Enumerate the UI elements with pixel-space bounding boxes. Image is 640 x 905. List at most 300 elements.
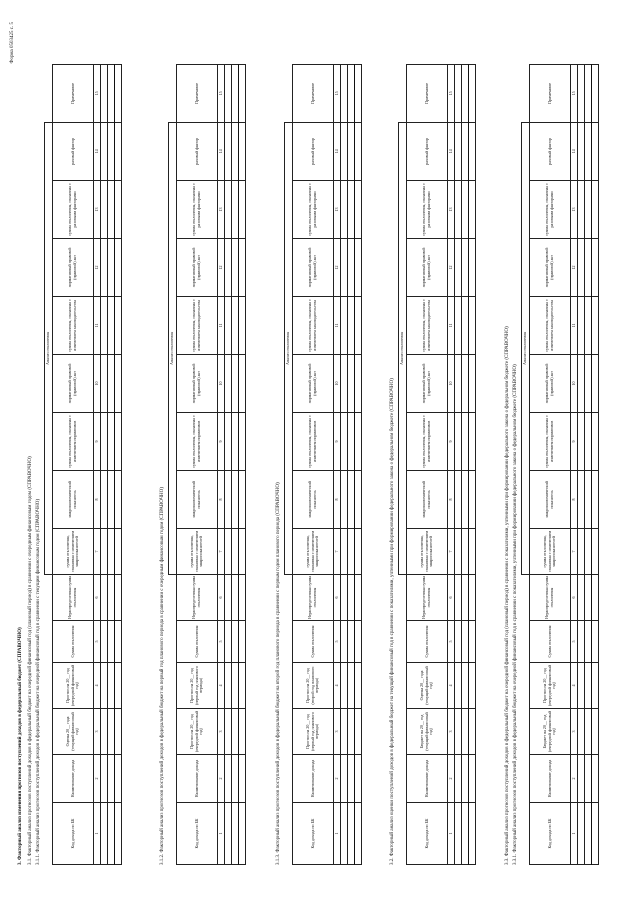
column-header: Код дохода по БК [530, 803, 571, 865]
column-number: 12 [218, 238, 225, 296]
table-cell [585, 755, 592, 803]
column-number: 5 [448, 621, 455, 663]
column-header: нормативный правовой (правовой) акт [530, 238, 571, 296]
column-header: Нераспределенная сумма отклонения [407, 574, 448, 620]
table-cell [592, 238, 599, 296]
table-cell [348, 621, 355, 663]
table-cell [101, 528, 108, 574]
table-2-subtitle: 3.1.2. Факторный анализ прогнозов поступлений доходов в федеральный бюджет на первый год планового периода в сравнении с очередным финансовым годом (СПРАВОЧНО) [160, 487, 165, 865]
table-cell [585, 574, 592, 620]
table-cell [578, 574, 585, 620]
column-header: сумма отклонения, связанная с изменением законодательства [177, 296, 218, 354]
table-cell [469, 574, 476, 620]
column-header: Наименование дохода [407, 755, 448, 803]
table-cell [355, 64, 362, 122]
table-cell [115, 470, 122, 528]
column-number: 6 [334, 574, 341, 620]
table-row [469, 64, 476, 864]
table-cell [341, 470, 348, 528]
table-cell [585, 354, 592, 412]
table-cell [355, 470, 362, 528]
table-cell [469, 803, 476, 865]
table-cell [355, 621, 362, 663]
table-cell [341, 64, 348, 122]
table-cell [592, 663, 599, 709]
table-cell [108, 574, 115, 620]
column-number: 1 [448, 803, 455, 865]
table-cell [469, 412, 476, 470]
table-cell [115, 354, 122, 412]
table-cell [585, 64, 592, 122]
table-cell [592, 755, 599, 803]
table-cell [239, 296, 246, 354]
column-header: сумма отклонения, связанная с изменением нормативов [177, 412, 218, 470]
column-number: 11 [448, 296, 455, 354]
column-header: Примечание [177, 64, 218, 122]
column-number: 13 [94, 180, 101, 238]
column-header: сумма отклонения, связанная с изменением макропоказателей [177, 528, 218, 574]
table-cell [355, 238, 362, 296]
table-cell [108, 354, 115, 412]
table-cell [592, 528, 599, 574]
column-number: 15 [571, 64, 578, 122]
table-cell [578, 709, 585, 755]
table-cell [355, 709, 362, 755]
table-cell [455, 412, 462, 470]
table-cell [239, 122, 246, 180]
column-number: 6 [94, 574, 101, 620]
column-number: 14 [448, 122, 455, 180]
table-cell [239, 412, 246, 470]
column-number: 5 [94, 621, 101, 663]
table-cell [341, 663, 348, 709]
column-number: 15 [94, 64, 101, 122]
table-cell [592, 296, 599, 354]
column-header: Нераспределенная сумма отклонения [530, 574, 571, 620]
table-row [232, 64, 239, 864]
table-cell [115, 755, 122, 803]
table-cell [348, 663, 355, 709]
column-number: 2 [448, 755, 455, 803]
table-cell [232, 574, 239, 620]
table-cell [348, 574, 355, 620]
column-number: 4 [571, 663, 578, 709]
table-cell [455, 621, 462, 663]
table-cell [225, 412, 232, 470]
group-header-analysis: Анализ отклонения [285, 122, 293, 574]
column-header: Наименование дохода [177, 755, 218, 803]
table-cell [341, 574, 348, 620]
column-number: 12 [448, 238, 455, 296]
table-cell [578, 122, 585, 180]
table-5-title: 3.3. Факторный анализ прогнозов поступлений доходов в федеральный бюджет на очередной финансовый год (плановый период) в сравнении с показателями, учтенными при формировании федерального закона о федеральном бюджете (СПРАВОЧНО) [505, 326, 510, 865]
column-number: 11 [218, 296, 225, 354]
column-header: Нераспределенная сумма отклонения [293, 574, 334, 620]
column-header: макроэкономический показатель [53, 470, 94, 528]
table-cell [225, 709, 232, 755]
column-header: Код дохода по БК [177, 803, 218, 865]
table-cell [462, 180, 469, 238]
group-header-analysis: Анализ отклонения [169, 122, 177, 574]
column-header: сумма отклонения, связанная с изменением макропоказателей [407, 528, 448, 574]
table-cell [239, 803, 246, 865]
column-number: 4 [334, 663, 341, 709]
column-header: сумма отклонения, связанная с изменением законодательства [407, 296, 448, 354]
table-cell [341, 528, 348, 574]
table-cell [115, 238, 122, 296]
column-number: 3 [94, 709, 101, 755]
header-blank [399, 574, 407, 864]
table-cell [348, 528, 355, 574]
table-cell [455, 122, 462, 180]
section-title: 3. Факторный анализ изменения прогнозов поступлений доходов в федеральный бюджет (СПРАВОЧНО) [18, 627, 23, 865]
table-cell [232, 470, 239, 528]
column-number: 7 [334, 528, 341, 574]
table-cell [355, 803, 362, 865]
table-cell [115, 122, 122, 180]
column-header: Сумма отклонения [530, 621, 571, 663]
column-number: 8 [218, 470, 225, 528]
table-grid [521, 64, 599, 865]
column-header: Сумма отклонения [177, 621, 218, 663]
table-cell [232, 64, 239, 122]
table-cell [239, 755, 246, 803]
column-number: 1 [218, 803, 225, 865]
column-number: 10 [218, 354, 225, 412]
header-blank [285, 64, 293, 122]
column-number: 15 [218, 64, 225, 122]
column-header: нормативный правовой (правовой) акт [530, 354, 571, 412]
column-number: 7 [218, 528, 225, 574]
table-cell [225, 354, 232, 412]
table-cell [462, 238, 469, 296]
table-cell [455, 296, 462, 354]
table-cell [225, 528, 232, 574]
table-cell [348, 122, 355, 180]
column-header: сумма отклонения, связанная с разовыми факторами [293, 180, 334, 238]
table-cell [225, 122, 232, 180]
column-number: 8 [334, 470, 341, 528]
table-cell [355, 755, 362, 803]
table-cell [232, 709, 239, 755]
column-header: сумма отклонения, связанная с изменением макропоказателей [293, 528, 334, 574]
table-cell [225, 470, 232, 528]
table-cell [462, 122, 469, 180]
table-cell [469, 354, 476, 412]
table-4-title: 3.2. Факторный анализ оценки поступлений доходов в федеральный бюджет на текущий финансовый год в сравнении с показателями, учтенными при формировании федерального закона о федеральном бюджете (СПРАВОЧНО) [390, 378, 395, 865]
column-header: Сумма отклонения [407, 621, 448, 663]
column-header: макроэкономический показатель [530, 470, 571, 528]
column-header: Наименование дохода [530, 755, 571, 803]
table-cell [225, 238, 232, 296]
table-cell [225, 64, 232, 122]
table-cell [341, 122, 348, 180]
column-number: 1 [94, 803, 101, 865]
column-number: 14 [94, 122, 101, 180]
column-header: Прогноз на 20__ год (второй год планового периода) [293, 663, 334, 709]
table-cell [462, 663, 469, 709]
column-header: сумма отклонения, связанная с изменением нормативов [293, 412, 334, 470]
table-cell [592, 122, 599, 180]
table-cell [585, 470, 592, 528]
table-cell [108, 621, 115, 663]
column-number: 2 [571, 755, 578, 803]
column-header: разовый фактор [407, 122, 448, 180]
table-cell [462, 803, 469, 865]
table-cell [341, 180, 348, 238]
table-cell [348, 180, 355, 238]
column-header: Код дохода по БК [53, 803, 94, 865]
column-header: Примечание [407, 64, 448, 122]
table-cell [578, 412, 585, 470]
table-cell [578, 803, 585, 865]
table-grid [284, 64, 362, 865]
column-header: нормативный правовой (правовой) акт [53, 354, 94, 412]
table-cell [355, 528, 362, 574]
column-header: Примечание [53, 64, 94, 122]
table-cell [108, 180, 115, 238]
column-number: 9 [334, 412, 341, 470]
table-cell [239, 180, 246, 238]
column-header: сумма отклонения, связанная с разовыми факторами [53, 180, 94, 238]
column-header: макроэкономический показатель [177, 470, 218, 528]
column-header: Бюджет на 20__ год (очередной финансовый год) [530, 709, 571, 755]
table-cell [348, 296, 355, 354]
table-row [225, 64, 232, 864]
column-number: 14 [334, 122, 341, 180]
table-cell [225, 803, 232, 865]
table-cell [239, 470, 246, 528]
table-row [578, 64, 585, 864]
table-cell [101, 803, 108, 865]
table-cell [455, 709, 462, 755]
table-cell [108, 296, 115, 354]
header-blank [522, 64, 530, 122]
table-cell [469, 296, 476, 354]
table-cell [355, 354, 362, 412]
table-cell [101, 64, 108, 122]
header-blank [169, 574, 177, 864]
group-header-analysis: Анализ отклонения [522, 122, 530, 574]
table-row [239, 64, 246, 864]
header-blank [45, 64, 53, 122]
column-header: нормативный правовой (правовой) акт [53, 238, 94, 296]
column-header: макроэкономический показатель [293, 470, 334, 528]
column-number: 7 [571, 528, 578, 574]
column-number: 2 [218, 755, 225, 803]
column-header: Сумма отклонения [53, 621, 94, 663]
table-cell [108, 528, 115, 574]
table-cell [592, 64, 599, 122]
table-cell [115, 709, 122, 755]
column-number: 5 [334, 621, 341, 663]
table-cell [578, 238, 585, 296]
column-header: сумма отклонения, связанная с изменением нормативов [53, 412, 94, 470]
column-header: разовый фактор [177, 122, 218, 180]
table-cell [108, 755, 115, 803]
column-header: Прогноз на 20__ год (очередной финансовый год) [177, 709, 218, 755]
table-row [355, 64, 362, 864]
table-cell [101, 238, 108, 296]
column-header: Прогноз на 20__ год (первый год планового периода) [177, 663, 218, 709]
column-number: 7 [448, 528, 455, 574]
column-header: Бюджет на 20__ год (текущий финансовый год) [407, 709, 448, 755]
table-cell [455, 528, 462, 574]
table-cell [101, 574, 108, 620]
table-cell [592, 470, 599, 528]
table-cell [469, 755, 476, 803]
table-cell [348, 709, 355, 755]
column-header: нормативный правовой (правовой) акт [407, 354, 448, 412]
column-number: 11 [94, 296, 101, 354]
table-cell [341, 755, 348, 803]
column-header: Прогноз на 20__ год (очередной финансовый год) [530, 663, 571, 709]
table-cell [355, 296, 362, 354]
column-number: 13 [571, 180, 578, 238]
table-cell [101, 709, 108, 755]
table-cell [455, 803, 462, 865]
column-number: 10 [571, 354, 578, 412]
table-row [348, 64, 355, 864]
table-cell [578, 354, 585, 412]
table-row [592, 64, 599, 864]
column-header: Наименование дохода [53, 755, 94, 803]
column-header: сумма отклонения, связанная с изменением нормативов [530, 412, 571, 470]
table-cell [462, 354, 469, 412]
table-cell [115, 412, 122, 470]
table-cell [239, 354, 246, 412]
table-cell [239, 528, 246, 574]
header-blank [522, 574, 530, 864]
table-row [101, 64, 108, 864]
column-number: 12 [334, 238, 341, 296]
table-cell [232, 621, 239, 663]
column-number: 12 [94, 238, 101, 296]
table-cell [115, 663, 122, 709]
table-cell [455, 354, 462, 412]
table-cell [341, 412, 348, 470]
table-cell [232, 663, 239, 709]
column-header: Примечание [530, 64, 571, 122]
table-cell [348, 354, 355, 412]
column-header: Прогноз на 20__ год (первый год планового периода) [293, 709, 334, 755]
table-cell [592, 709, 599, 755]
column-header: сумма отклонения, связанная с изменением законодательства [530, 296, 571, 354]
table-cell [455, 180, 462, 238]
table-cell [232, 238, 239, 296]
table-cell [455, 663, 462, 709]
table-row [462, 64, 469, 864]
table-cell [578, 528, 585, 574]
table-cell [348, 470, 355, 528]
table-cell [355, 180, 362, 238]
table-cell [115, 296, 122, 354]
column-header: сумма отклонения, связанная с изменением макропоказателей [53, 528, 94, 574]
column-number: 10 [94, 354, 101, 412]
table-cell [115, 621, 122, 663]
table-cell [348, 412, 355, 470]
table-1-subtitle: 3.1.1. Факторный анализ прогнозов поступлений доходов в федеральный бюджет на очередной финансовый год в сравнении с текущим финансовым годом (СПРАВОЧНО) [36, 498, 41, 865]
column-number: 15 [448, 64, 455, 122]
column-header: нормативный правовой (правовой) акт [407, 238, 448, 296]
table-cell [101, 180, 108, 238]
column-number: 7 [94, 528, 101, 574]
column-header: сумма отклонения, связанная с разовыми факторами [407, 180, 448, 238]
column-header: нормативный правовой (правовой) акт [293, 354, 334, 412]
column-header: сумма отклонения, связанная с разовыми факторами [177, 180, 218, 238]
table-cell [108, 663, 115, 709]
table-cell [232, 412, 239, 470]
table-cell [101, 755, 108, 803]
table-cell [585, 803, 592, 865]
table-cell [232, 180, 239, 238]
column-number: 10 [448, 354, 455, 412]
column-number: 8 [571, 470, 578, 528]
table-cell [108, 238, 115, 296]
column-header: Нераспределенная сумма отклонения [53, 574, 94, 620]
header-blank [285, 574, 293, 864]
table-cell [578, 180, 585, 238]
table-row [108, 64, 115, 864]
table-cell [239, 64, 246, 122]
table-cell [592, 574, 599, 620]
table-cell [341, 238, 348, 296]
table-5-subtitle: 3.3.1. Факторный анализ прогнозов поступлений доходов в федеральный бюджет на очередной финансовый год в сравнении с показателями, учтенными при формировании федерального закона о федеральном бюджете (СПРАВОЧНО) [513, 364, 518, 865]
table-cell [108, 122, 115, 180]
table-cell [592, 803, 599, 865]
table-cell [101, 470, 108, 528]
column-number: 2 [94, 755, 101, 803]
column-number: 9 [94, 412, 101, 470]
table-cell [462, 296, 469, 354]
table-cell [355, 663, 362, 709]
column-number: 5 [218, 621, 225, 663]
table-cell [578, 621, 585, 663]
table-cell [101, 122, 108, 180]
table-cell [469, 238, 476, 296]
column-header: Нераспределенная сумма отклонения [177, 574, 218, 620]
column-header: нормативный правовой (правовой) акт [293, 238, 334, 296]
column-header: Сумма отклонения [293, 621, 334, 663]
column-header: разовый фактор [53, 122, 94, 180]
table-cell [455, 755, 462, 803]
column-number: 1 [571, 803, 578, 865]
table-row [455, 64, 462, 864]
table-cell [115, 64, 122, 122]
table-cell [232, 755, 239, 803]
table-cell [469, 621, 476, 663]
table-cell [115, 180, 122, 238]
table-cell [469, 122, 476, 180]
column-header: сумма отклонения, связанная с изменением нормативов [407, 412, 448, 470]
table-grid [398, 64, 476, 865]
column-number: 4 [94, 663, 101, 709]
table-row [115, 64, 122, 864]
table-grid [168, 64, 246, 865]
column-number: 14 [571, 122, 578, 180]
column-number: 5 [571, 621, 578, 663]
column-header: Прогноз на 20__ год (очередной финансовый год) [53, 663, 94, 709]
header-blank [169, 64, 177, 122]
table-cell [115, 574, 122, 620]
column-header: Примечание [293, 64, 334, 122]
column-number: 6 [448, 574, 455, 620]
table-cell [469, 663, 476, 709]
table-cell [585, 296, 592, 354]
table-cell [232, 122, 239, 180]
table-cell [462, 709, 469, 755]
table-cell [585, 528, 592, 574]
